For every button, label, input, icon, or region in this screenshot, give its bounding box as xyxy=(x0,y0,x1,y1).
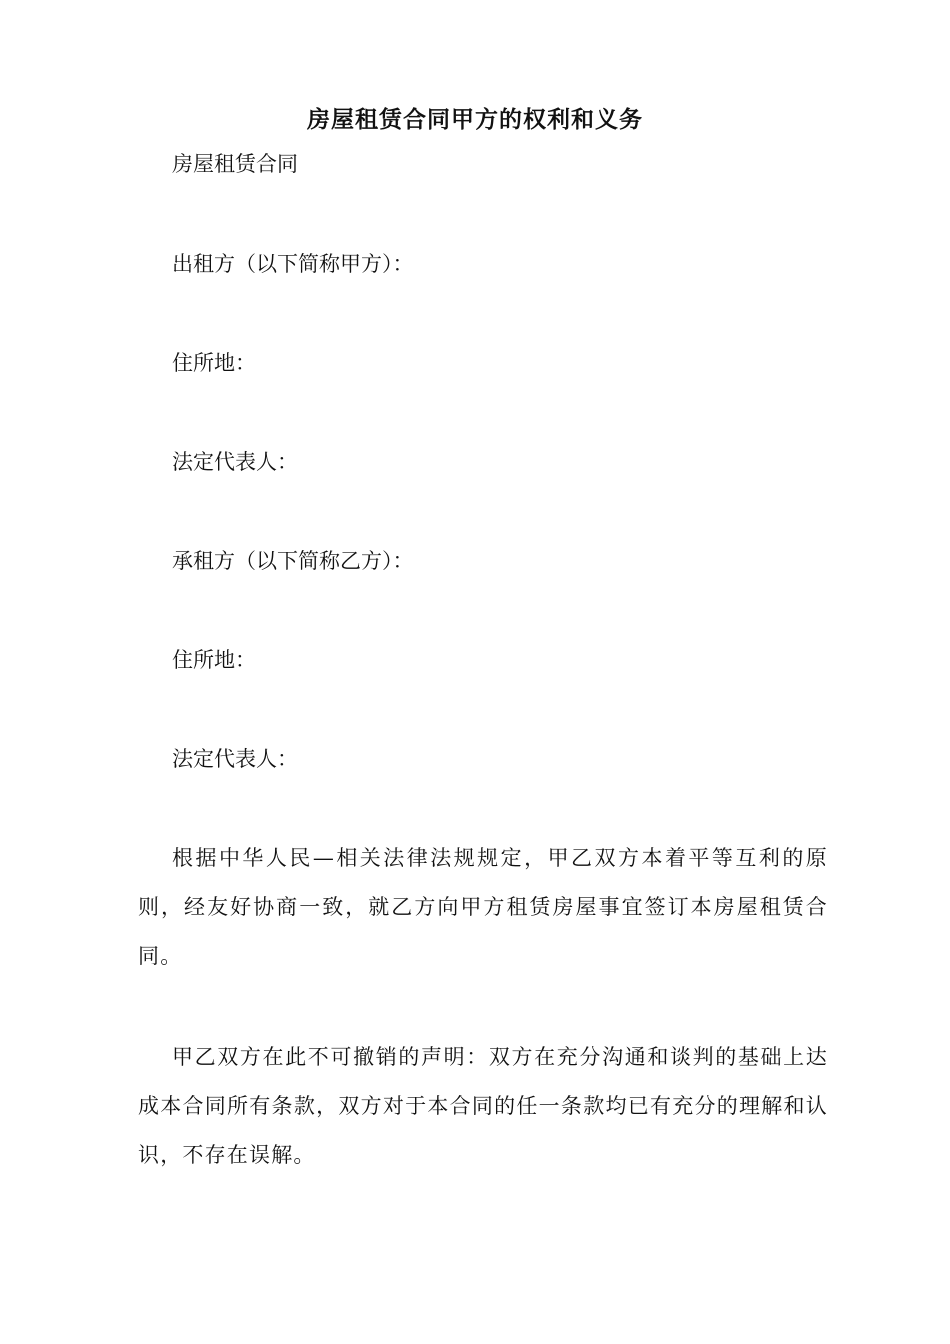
declaration-paragraph: 甲乙双方在此不可撤销的声明：双方在充分沟通和谈判的基础上达成本合同所有条款，双方对于本合同的任一条款均已有充分的理解和认识，不存在误解。 xyxy=(138,1045,828,1167)
lessor-representative-label: 法定代表人： xyxy=(172,450,298,474)
lessee-address-label: 住所地： xyxy=(172,648,256,672)
lessor-label: 出租方（以下简称甲方）： xyxy=(172,252,414,276)
contract-heading: 房屋租赁合同 xyxy=(172,152,298,176)
lessee-label: 承租方（以下简称乙方）： xyxy=(172,549,414,573)
lessor-address-label: 住所地： xyxy=(172,351,256,375)
preamble-paragraph: 根据中华人民—相关法律法规规定，甲乙双方本着平等互利的原则，经友好协商一致，就乙方向甲方租赁房屋事宜签订本房屋租赁合同。 xyxy=(138,846,828,968)
document-title: 房屋租赁合同甲方的权利和义务 xyxy=(307,106,643,133)
lessee-representative-label: 法定代表人： xyxy=(172,747,298,771)
